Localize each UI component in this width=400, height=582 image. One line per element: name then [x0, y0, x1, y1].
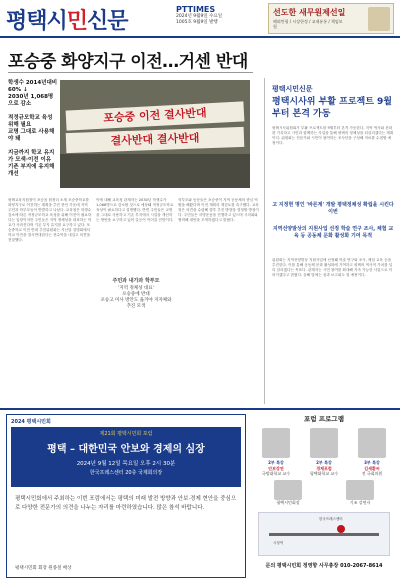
edition-info: [176, 5, 266, 26]
summary-line: 적정규모학교 육성 위해 필요: [8, 115, 53, 128]
date-line: 2024년 9월9일 수요일: [176, 14, 223, 19]
summary-line: 학생수 2014년대비 60% ↓: [8, 80, 58, 93]
speaker-role: 평택대학교 교수: [309, 471, 339, 476]
ad-banner: [11, 427, 241, 487]
protest-banner: 결사반대 결사반대: [66, 127, 245, 153]
quote-line: '지역 정체성 대표': [118, 286, 154, 291]
quote-line: 포승고 미사 방안도 옮겨야 지자체와 추진 모색: [100, 298, 172, 309]
side-article-text: 평택시사위원회가 부활 프로젝트를 9월부터 본격 가동한다. 지역 역사와 문화를 기록하고 시민과 함께하는 사업을 통해 평택의 정체성을 되살리겠다는 계획이다. 위원회는 전문가와 시민이 참여하는 조사단을 구성해 자료를 수집할 예정이다.: [272, 126, 394, 145]
crowd: [60, 154, 250, 188]
forum-advertisement[interactable]: [6, 414, 246, 578]
protest-banner: 포승중 이전 결사반대: [66, 101, 245, 130]
speaker-photo: [262, 428, 290, 458]
side-article-title[interactable]: 평택시사위 부활 프로젝트 9월부터 본격 가동: [272, 97, 392, 119]
speaker-photo: [310, 428, 338, 458]
speaker-label: 2부 특강: [316, 460, 332, 465]
summary-line: 2030년 1,068명으로 감소: [8, 94, 54, 107]
moderator-role: 평택시민회장: [276, 500, 300, 505]
ad-body: 평택시민회에서 주최하는 이번 포럼에서는 평택의 미래 발전 방향과 안보·경제 현안을 중심으로 다양한 전문가의 의견을 나누는 자리를 마련하였습니다. 많은 참석 바랍니다.: [15, 496, 237, 511]
section-divider: [0, 408, 400, 410]
side-subheadline: 고 지정현 명인 '바른계' 개발 평택정체성 확립을 시킨다 이번: [272, 202, 394, 215]
forum-program: [252, 414, 396, 578]
speaker-info: [348, 460, 396, 477]
summary-line: 교명 그대로 사용해야 돼: [8, 129, 55, 142]
moderator-info: [252, 480, 324, 506]
speaker-info: [300, 460, 348, 477]
main-headline[interactable]: 포승중 화양지구 이전…거센 반대: [8, 52, 248, 72]
venue-map[interactable]: [258, 512, 390, 556]
speaker-label: 2부 특강: [268, 460, 284, 465]
keynote-role: 기조 강연자: [349, 500, 371, 505]
map-label: 한국프레스센터: [319, 517, 343, 521]
speaker-name: 안보강연: [268, 465, 284, 471]
side-subheadline: 지역선양발상의 지원사업 선정 학술 연구 조사, 체험 교육 등 공동체 문화 활성화 기여 목적: [272, 226, 394, 239]
quote-line: 포승중에 반대: [122, 292, 150, 297]
summary-line: 지금까지 학교 유지가 모색·이전 이유: [8, 150, 55, 163]
edition-name: PTTIMES: [176, 5, 216, 14]
map-label: 시청역: [273, 541, 284, 545]
quote-title: 주민과 내가과 학부모: [112, 278, 160, 284]
speaker-name: 경제포럼: [316, 465, 332, 471]
ad-organizer: 평택시민회 회장 원종철 배상: [15, 566, 72, 571]
speaker-info: [252, 460, 300, 477]
ad-kicker: 제21회 평택시민회 포럼: [99, 431, 153, 437]
speaker-name: 김세환씨: [364, 465, 380, 471]
contact-info[interactable]: 문의 평택시민회 정영향 사무총장 010-2067-8614: [265, 563, 383, 569]
headline-summary: [8, 80, 58, 178]
pull-quote: [98, 278, 174, 310]
top-advertisement[interactable]: [268, 3, 394, 34]
headline-rule: [8, 72, 253, 73]
article-column: 이에 대해 교육청 관계자는 2030년 학생수가 1,068명으로 감소할 것으로 예상돼 적정규모학교 육성이 필요하다고 설명했다. 반면 주민들은 교명을 그대로 사용하고 기존 부지에서 시설을 개선하는 방안을 요구하고 있어 갈등이 이어질 전망이다.: [96, 198, 174, 222]
protest-photo[interactable]: [60, 80, 250, 188]
speaker-role: 국방대학교 교수: [261, 471, 291, 476]
map-road: [269, 533, 379, 536]
speaker-photo: [358, 428, 386, 458]
ad-subtitle: 해외만평 / 시장한정 / 교재유통 / 책임보험: [273, 19, 343, 29]
moderator-photo: [274, 480, 302, 500]
article-column: 학부모와 동문들은 포승중이 지역 공동체의 중심 역할을 해왔다며 이전 계획의 재검토를 촉구했다. 교육청은 의견을 수렴해 향후 추진 방향을 결정할 방침이다. 주민들은 서명운동을 진행하고 있으며 시의회와 협력해 대안을 모색하겠다고 밝혔다.: [178, 198, 259, 222]
speaker-label: 3부 특강: [364, 460, 380, 465]
side-article-text: 위원회는 지역선양발상 지원사업에 선정돼 학술 연구와 조사, 체험 교육 등을 추진한다. 이를 통해 공동체 문화 활성화에 기여하고 평택의 역사적 가치를 널리 알리겠다는 목표다. 관계자는 시민 참여를 확대해 지속 가능한 사업으로 이어가겠다고 밝혔다. 올해 말에는 성과 보고회도 열 예정이다.: [272, 258, 393, 277]
article-column: 평택교육지원청이 포승읍 원정리 소재 포승중학교를 화양지구로 이전하는 계획을 추진 중인 가운데 지역 주민과 학부모들이 반발하고 나섰다. 교육청은 학생수 감소에 따른 적정규모학교 육성을 위해 이전이 필요하다는 입장이지만 주민들은 지역 정체성을 대표하는 학교가 사라진다며 기존 부지 유지를 요구하고 있다. 포승중학교 이전 반대 추진위원회는 지난달 설명회에서 학교 이전을 결사반대한다는 현수막을 내걸고 의견을 전달했다.: [8, 198, 92, 242]
ad-venue: 한국프레스센터 20층 국제회의장: [89, 470, 163, 476]
keynote-photo: [346, 480, 374, 500]
ad-title: 선도한 새무원제선일: [273, 8, 346, 17]
keynote-info: [324, 480, 396, 506]
newspaper-logo[interactable]: 평택시민신문: [6, 9, 128, 34]
speaker-role: 전 국회의원: [361, 471, 383, 476]
ad-date: 2024년 9월 12일 목요일 오후 2시 30분: [76, 461, 176, 467]
ad-tag: 2024 평택시민회: [11, 419, 51, 425]
column-divider: [264, 78, 265, 404]
section-brand: 평택시민신문: [272, 85, 313, 93]
map-pin-icon: [337, 525, 345, 533]
summary-line: 기존 부지에 유지해 개선: [8, 164, 55, 177]
ad-portrait: [368, 7, 390, 31]
forum-title: 포럼 프로그램: [304, 415, 344, 423]
masthead: [0, 0, 400, 38]
ad-main-title: 평택 – 대한민국 안보와 경제의 심장: [47, 444, 205, 455]
issue-line: 1005호 9월9일 발행: [176, 20, 218, 25]
